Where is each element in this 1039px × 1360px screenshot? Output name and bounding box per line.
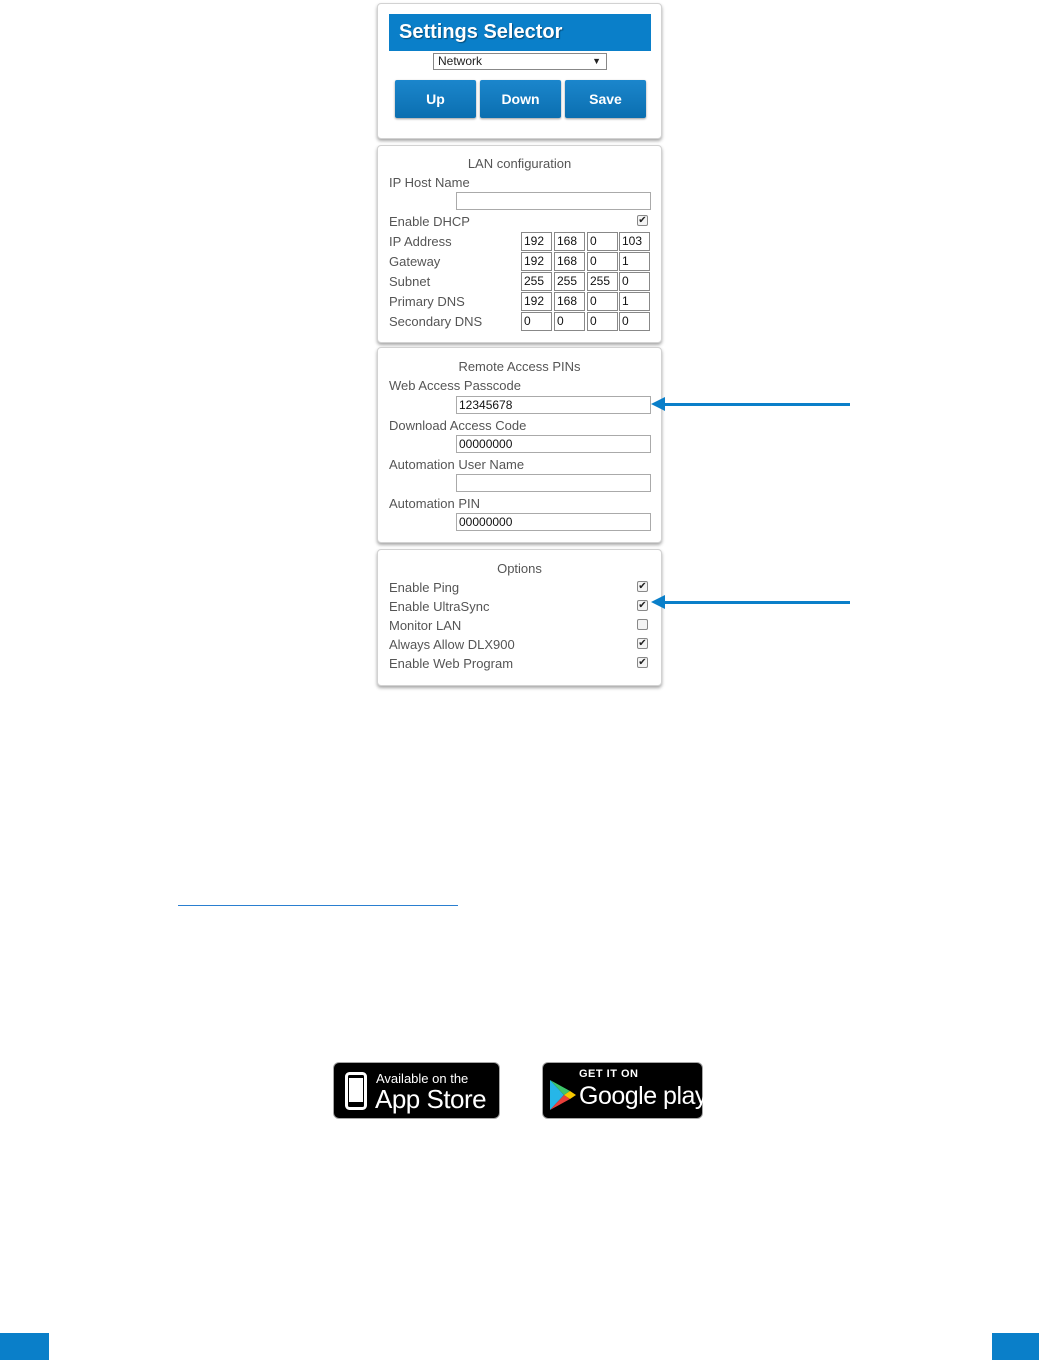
up-button[interactable]: Up (395, 80, 476, 118)
remote-access-pins-panel (377, 347, 662, 543)
enable-dhcp-checkbox[interactable]: ✔ (638, 215, 647, 226)
subnet-label: Subnet (389, 274, 431, 289)
subnet-octet-2[interactable]: 255 (554, 272, 585, 291)
google-play-large-text: Google play (579, 1082, 707, 1110)
enable-web-program-checkbox[interactable]: ✔ (638, 657, 647, 668)
primary-dns-octet-3[interactable]: 0 (587, 292, 618, 311)
secondary-dns-octet-1[interactable]: 0 (521, 312, 552, 331)
dropdown-value: Network (438, 54, 483, 68)
save-button[interactable]: Save (565, 80, 646, 118)
ip-host-name-input[interactable] (456, 192, 651, 210)
subnet-octet-1[interactable]: 255 (521, 272, 552, 291)
enable-ultrasync-label: Enable UltraSync (389, 599, 490, 614)
enable-ping-label: Enable Ping (389, 580, 460, 595)
gateway-label: Gateway (389, 254, 441, 269)
gateway-octet-4[interactable]: 1 (619, 252, 650, 271)
options-panel (377, 549, 662, 686)
ip-address-octet-2[interactable]: 168 (554, 232, 585, 251)
secondary-dns-label: Secondary DNS (389, 314, 483, 329)
always-allow-dlx900-checkbox[interactable]: ✔ (638, 638, 647, 649)
settings-category-dropdown[interactable] (433, 53, 607, 70)
always-allow-dlx900-label: Always Allow DLX900 (389, 637, 515, 652)
enable-ultrasync-checkbox[interactable]: ✔ (638, 600, 647, 611)
ip-address-octet-4[interactable]: 103 (619, 232, 650, 251)
automation-user-name-input[interactable] (456, 474, 651, 492)
footer-corner-left (0, 1333, 49, 1360)
subnet-octet-3[interactable]: 255 (587, 272, 618, 291)
gateway-octet-2[interactable]: 168 (554, 252, 585, 271)
primary-dns-octet-1[interactable]: 192 (521, 292, 552, 311)
remote-panel-title: Remote Access PINs (458, 359, 581, 374)
automation-pin-label: Automation PIN (389, 496, 481, 511)
dropdown-arrow-icon: ▼ (592, 56, 601, 66)
app-store-badge[interactable] (333, 1062, 500, 1119)
app-store-large-text: App Store (375, 1084, 487, 1114)
play-triangle-icon (550, 1080, 576, 1110)
app-store-small-text: Available on the (376, 1071, 469, 1086)
primary-dns-label: Primary DNS (389, 294, 465, 309)
web-access-passcode-input[interactable]: 12345678 (456, 396, 651, 414)
google-play-badge[interactable] (542, 1062, 707, 1119)
monitor-lan-checkbox[interactable] (637, 619, 648, 630)
ip-host-name-label: IP Host Name (389, 175, 470, 190)
options-panel-title: Options (497, 561, 542, 576)
ultrasync-callout-line (663, 601, 850, 604)
ip-address-octet-3[interactable]: 0 (587, 232, 618, 251)
down-button[interactable]: Down (480, 80, 561, 118)
secondary-dns-octet-2[interactable]: 0 (554, 312, 585, 331)
footer-corner-right (992, 1333, 1039, 1360)
subnet-octet-4[interactable]: 0 (619, 272, 650, 291)
download-access-code-label: Download Access Code (389, 418, 527, 433)
enable-ping-checkbox[interactable]: ✔ (638, 581, 647, 592)
passcode-callout-line (663, 403, 850, 406)
monitor-lan-label: Monitor LAN (389, 618, 462, 633)
automation-user-name-label: Automation User Name (389, 457, 525, 472)
google-play-small-text: GET IT ON (579, 1068, 639, 1080)
ip-address-octet-1[interactable]: 192 (521, 232, 552, 251)
settings-selector-panel (377, 3, 662, 139)
iphone-icon (345, 1072, 367, 1110)
secondary-dns-octet-3[interactable]: 0 (587, 312, 618, 331)
secondary-dns-octet-4[interactable]: 0 (619, 312, 650, 331)
download-access-code-input[interactable]: 00000000 (456, 435, 651, 453)
enable-dhcp-label: Enable DHCP (389, 214, 470, 229)
automation-pin-input[interactable]: 00000000 (456, 513, 651, 531)
enable-web-program-label: Enable Web Program (389, 656, 514, 671)
primary-dns-octet-2[interactable]: 168 (554, 292, 585, 311)
gateway-octet-3[interactable]: 0 (587, 252, 618, 271)
settings-selector-title: Settings Selector (389, 14, 651, 51)
primary-dns-octet-4[interactable]: 1 (619, 292, 650, 311)
lan-panel-title: LAN configuration (467, 156, 572, 171)
link-underline[interactable] (178, 905, 458, 906)
lan-configuration-panel (377, 145, 662, 343)
gateway-octet-1[interactable]: 192 (521, 252, 552, 271)
web-access-passcode-label: Web Access Passcode (389, 378, 521, 393)
ip-address-label: IP Address (389, 234, 452, 249)
